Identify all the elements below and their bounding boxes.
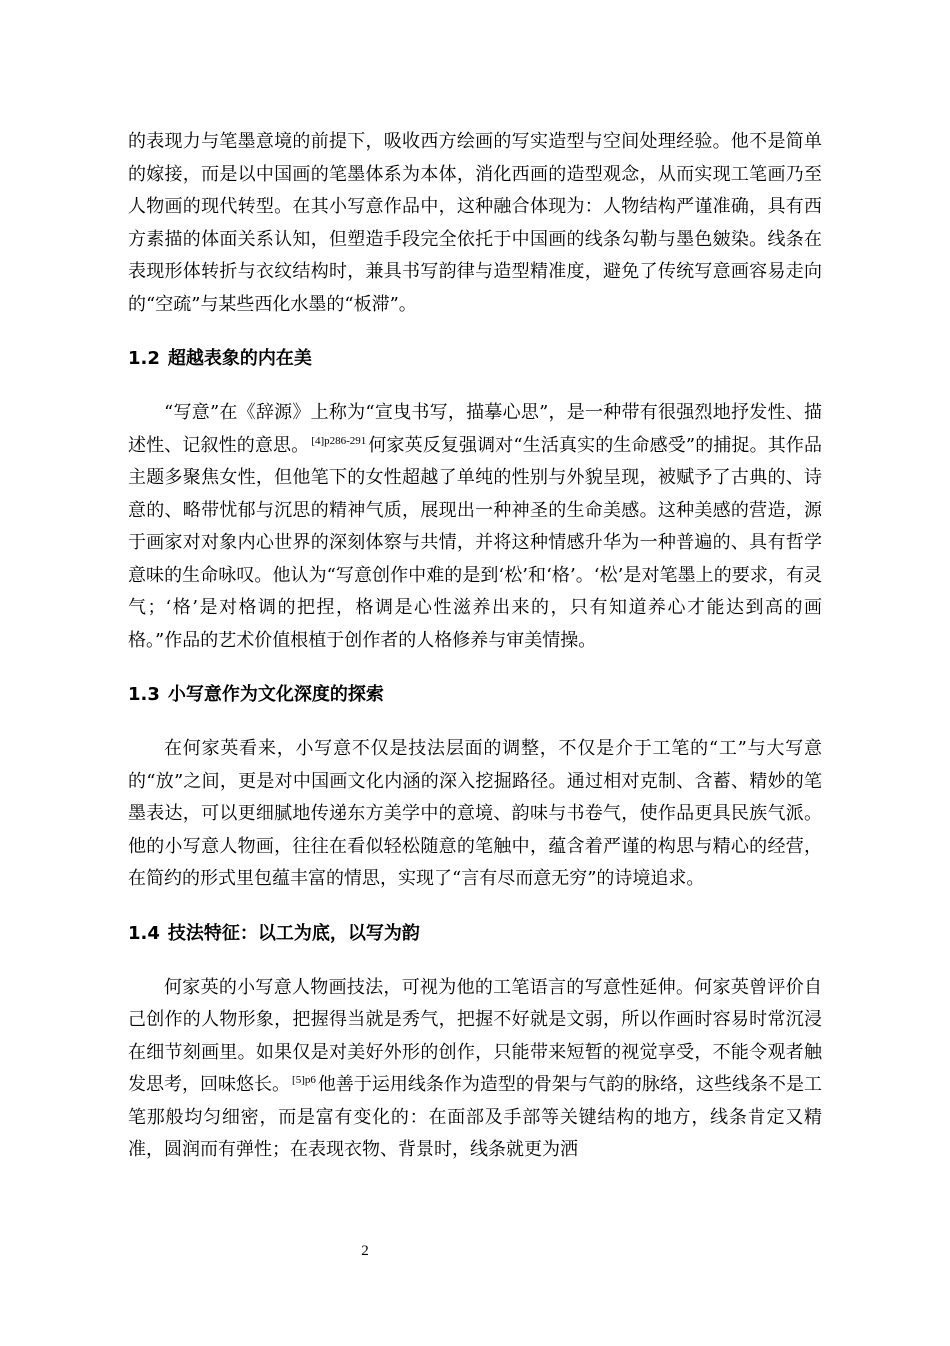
section-number: 1.3 xyxy=(128,684,160,705)
paragraph-1-2 xyxy=(128,397,822,657)
section-title: 技法特征：以工为底，以写为韵 xyxy=(167,922,420,944)
paragraph-text: 何家英的小写意人物画技法，可视为他的工笔语言的写意性延伸。何家英曾评价自己创作的人物形象，把握得当就是秀气，把握不好就是文弱，所以作画时容易时常沉浸在细节刻画里。如果仅是对美好外形的创作，只能带来短暂的视觉享受，不能令观者触发思考，回味悠长。 xyxy=(128,976,822,1095)
citation-ref: [5]p6 xyxy=(292,1074,316,1086)
page-number: 2 xyxy=(361,1243,369,1259)
section-number: 1.4 xyxy=(128,922,160,944)
paragraph-1-4 xyxy=(128,972,822,1167)
paragraph-continued xyxy=(128,126,822,321)
section-heading-1-4 xyxy=(128,920,822,948)
citation-ref: [4]p286-291 xyxy=(311,434,367,447)
paragraph-1-3 xyxy=(128,733,822,896)
section-heading-1-2 xyxy=(128,345,822,373)
paragraph-text: 何家英反复强调对“生活真实的生命感受”的捕捉。其作品主题多聚焦女性，但他笔下的女性超越了单纯的性别与外貌呈现，被赋予了古典的、诗意的、略带忧郁与沉思的精神气质，展现出一种神圣的生命美感。这种美感的营造，源于画家对对象内心世界的深刻体察与共情，并将这种情感升华为一种普遍的、具有哲学意味的生命咏叹。他认为“写意创作中难的是到‘松’和‘格’。‘松’是对笔墨上的要求，有灵气；‘格’是对格调的把捏，格调是心性滋养出来的，只有知道养心才能达到高的画格。”作品的艺术价值根植于创作者的人格修养与审美情操。 xyxy=(128,434,823,651)
page-body xyxy=(128,126,822,1167)
section-title: 小写意作为文化深度的探索 xyxy=(167,684,384,705)
section-title: 超越表象的内在美 xyxy=(167,348,312,369)
section-number: 1.2 xyxy=(128,348,160,369)
section-heading-1-3 xyxy=(128,681,822,709)
paragraph-text: 他善于运用线条作为造型的骨架与气韵的脉络，这些线条不是工笔那般均匀细密，而是富有变化的：在面部及手部等关键结构的地方，线条肯定又精准，圆润而有弹性；在表现衣物、背景时，线条就更为洒 xyxy=(128,1074,823,1160)
paragraph-text: 的表现力与笔墨意境的前提下，吸收西方绘画的写实造型与空间处理经验。他不是简单的嫁接，而是以中国画的笔墨体系为本体，消化西画的造型观念，从而实现工笔画乃至人物画的现代转型。在其小写意作品中，这种融合体现为：人物结构严谨准确，具有西方素描的体面关系认知，但塑造手段完全依托于中国画的线条勾勒与墨色皴染。线条在表现形体转折与衣纹结构时，兼具书写韵律与造型精准度，避免了传统写意画容易走向的“空疏”与某些西化水墨的“板滞”。 xyxy=(128,131,822,315)
paragraph-text: 在何家英看来，小写意不仅是技法层面的调整，不仅是介于工笔的“工”与大写意的“放”之间，更是对中国画文化内涵的深入挖掘路径。通过相对克制、含蓄、精妙的笔墨表达，可以更细腻地传递东方美学中的意境、韵味与书卷气，使作品更具民族气派。他的小写意人物画，往往在看似轻松随意的笔触中，蕴含着严谨的构思与精心的经营，在简约的形式里包蕴丰富的情思，实现了“言有尽而意无穷”的诗境追求。 xyxy=(128,738,822,889)
paragraph-text: “写意”在《辞源》上称为“宣曳书写，描摹心思”，是一种带有很强烈地抒发性、描述性、记叙性的意思。 xyxy=(128,402,822,456)
